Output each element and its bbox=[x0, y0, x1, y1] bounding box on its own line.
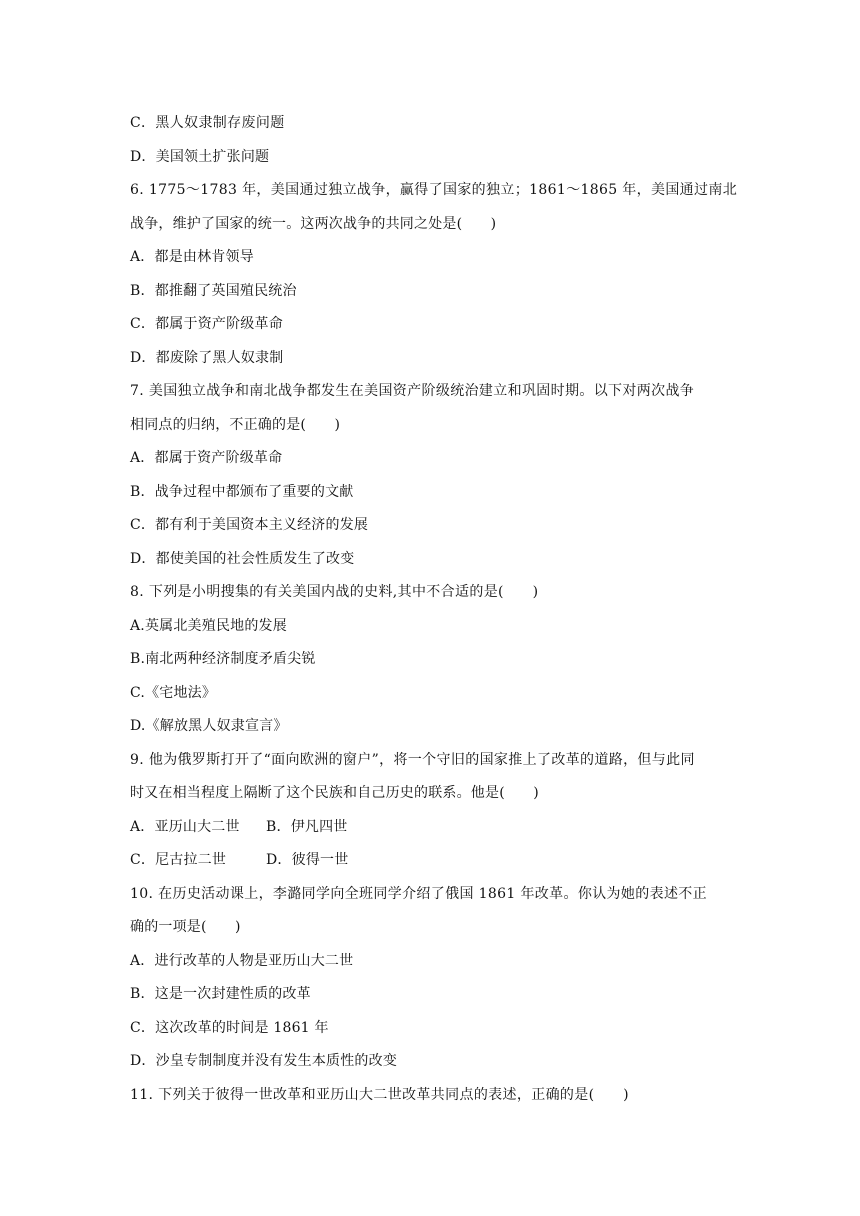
question-stem-line: 9. 他为俄罗斯打开了“面向欧洲的窗户”，将一个守旧的国家推上了改革的道路，但与此同 bbox=[130, 751, 695, 768]
option-c: C．尼古拉二世 bbox=[130, 852, 227, 868]
question-stem-line: 8. 下列是小明搜集的有关美国内战的史料,其中不合适的是( ) bbox=[130, 584, 539, 600]
option-b: B．伊凡四世 bbox=[266, 818, 348, 835]
question-stem-line: 10. 在历史活动课上，李潞同学向全班同学介绍了俄国 1861 年改革。你认为她的表述不正 bbox=[130, 885, 707, 902]
option-d: D．都使美国的社会性质发生了改变 bbox=[130, 550, 355, 567]
question-stem-line: 时又在相当程度上隔断了这个民族和自己历史的联系。他是( ) bbox=[130, 785, 539, 801]
question-5-options bbox=[130, 107, 730, 174]
question-stem-line: 确的一项是( ) bbox=[130, 919, 241, 935]
question-stem-line: 6. 1775～1783 年，美国通过独立战争，赢得了国家的独立；1861～1865 年，美国通过南北 bbox=[130, 182, 738, 198]
question-stem-line: 7. 美国独立战争和南北战争都发生在美国资产阶级统治建立和巩固时期。以下对两次战争 bbox=[130, 383, 695, 399]
option-a: A．都是由林肯领导 bbox=[130, 249, 254, 265]
option-b: B．都推翻了英国殖民统治 bbox=[130, 282, 297, 299]
option-c: C．都属于资产阶级革命 bbox=[130, 316, 283, 332]
question-11 bbox=[130, 1079, 730, 1113]
question-6 bbox=[130, 174, 738, 375]
option-d: D.《解放黑人奴隶宣言》 bbox=[130, 718, 288, 734]
option-a: A．亚历山大二世 bbox=[130, 818, 240, 835]
option-b: B．战争过程中都颁布了重要的文献 bbox=[130, 483, 354, 500]
option-a: A．进行改革的人物是亚历山大二世 bbox=[130, 952, 354, 969]
option-d: D．彼得一世 bbox=[266, 852, 349, 868]
question-10 bbox=[130, 878, 730, 1079]
option-d: D．都废除了黑人奴隶制 bbox=[130, 349, 284, 366]
option-d: D．沙皇专制制度并没有发生本质性的改变 bbox=[130, 1053, 398, 1069]
option-b: B.南北两种经济制度矛盾尖锐 bbox=[130, 651, 316, 667]
question-stem-line: 11. 下列关于彼得一世改革和亚历山大二世改革共同点的表述，正确的是( ) bbox=[130, 1086, 629, 1103]
question-7 bbox=[130, 375, 730, 576]
option-d: D．美国领土扩张问题 bbox=[130, 148, 270, 165]
option-c: C．黑人奴隶制存废问题 bbox=[130, 115, 285, 131]
option-c: C.《宅地法》 bbox=[130, 684, 217, 701]
question-list bbox=[130, 107, 738, 1112]
option-a: A.英属北美殖民地的发展 bbox=[130, 617, 287, 634]
question-stem-line: 相同点的归纳，不正确的是( ) bbox=[130, 416, 341, 433]
option-row bbox=[130, 844, 730, 878]
question-stem-line: 战争，维护了国家的统一。这两次战争的共同之处是( ) bbox=[130, 215, 497, 232]
option-b: B．这是一次封建性质的改革 bbox=[130, 986, 311, 1002]
question-8 bbox=[130, 576, 730, 744]
option-c: C．都有利于美国资本主义经济的发展 bbox=[130, 517, 369, 533]
option-a: A．都属于资产阶级革命 bbox=[130, 450, 283, 466]
option-c: C．这次改革的时间是 1861 年 bbox=[130, 1019, 329, 1036]
question-9 bbox=[130, 744, 730, 878]
option-row bbox=[130, 811, 730, 845]
